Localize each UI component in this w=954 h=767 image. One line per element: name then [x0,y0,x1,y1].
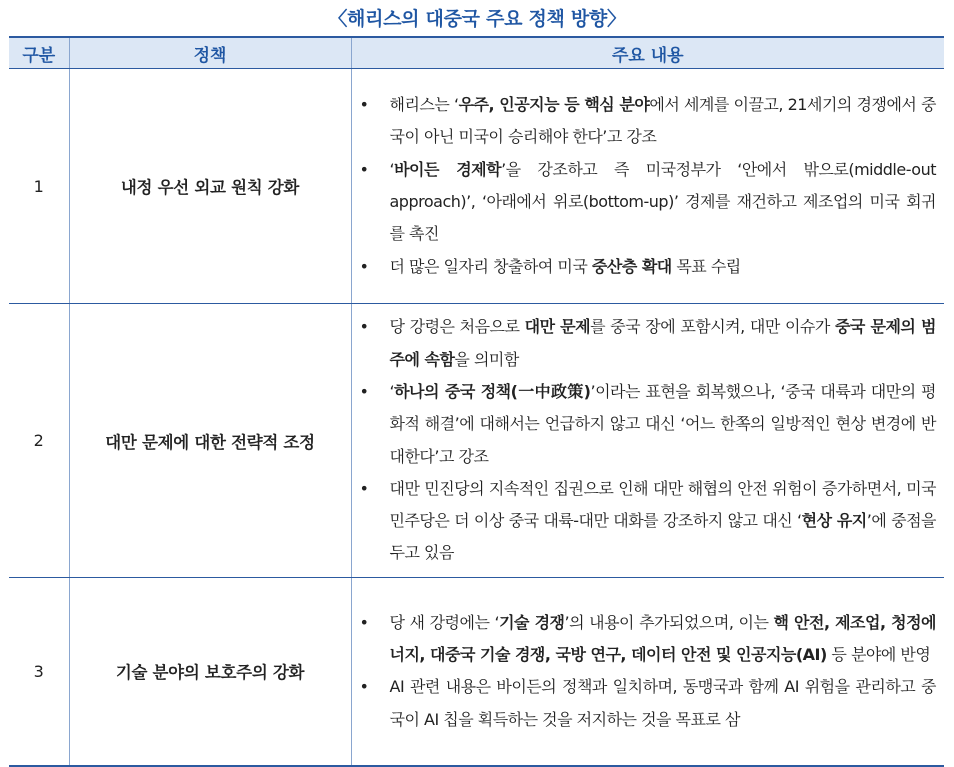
bullet-item [352,154,937,251]
bold-text: 핵 안전, 제조업, 청정에너지, 대중국 기술 경쟁, 국방 연구, 데이터 안전 및 인공지능(AI) [389,612,936,664]
bullet-list [352,306,945,574]
bold-text: 우주, 인공지능 등 핵심 분야 [458,95,650,115]
bold-text: 현상 유지 [801,511,867,531]
text-run: AI 관련 내용은 바이든의 정책과 일치하며, 동맹국과 함께 AI 위험을 관리하고 중국이 AI 칩을 획득하는 것을 저지하는 것을 목표로 삼 [389,677,936,729]
bullet-item [352,251,937,283]
bullet-list [352,602,945,741]
text-run: 대만 민진당의 지속적인 집권으로 인해 대만 해협의 안전 위험이 증가하면서, 미국 민주당은 더 이상 중국 대륙-대만 대화를 강조하지 않고 대신 ‘ [389,478,936,531]
text-run: 등 분야에 반영 [826,644,931,664]
text-run: ’의 내용이 추가되었으며, 이는 [564,612,774,632]
table-header-row [9,37,944,69]
text-run: 당 새 강령에는 ‘ [389,612,500,632]
bullet-item [352,473,937,570]
policy-name: 기술 분야의 보호주의 강화 [69,578,351,766]
text-run: 을 의미함 [454,349,519,369]
table-row [9,304,944,578]
bullet-item [352,311,937,376]
header-category: 구분 [9,37,69,69]
text-run: 목표 수립 [671,256,741,276]
content-cell [351,578,944,766]
header-policy: 정책 [69,37,351,69]
text-run: ’을 강조하고 즉 미국정부가 ‘안에서 밖으로(middle-out approach)’, ‘아래에서 위로(bottom-up)’ 경제를 재건하고 제조업의 미국 회귀를 촉진 [389,159,936,244]
bold-text: 바이든 경제학 [394,159,502,179]
bullet-list [352,84,945,288]
row-number: 2 [9,304,69,578]
text-run: 해리스는 ‘ [389,95,459,115]
row-number: 1 [9,69,69,304]
text-run: 당 강령은 처음으로 [389,317,525,337]
bold-text: 중국 문제의 범주에 속함 [389,317,936,369]
text-run: ‘ [389,381,395,401]
header-main-content: 주요 내용 [351,37,944,69]
row-number: 3 [9,578,69,766]
text-run: ’에 중점을 두고 있음 [389,511,936,563]
bullet-item [352,89,937,154]
bullet-item [352,376,937,473]
content-cell [351,304,944,578]
table-row [9,578,944,766]
policy-name: 대만 문제에 대한 전략적 조정 [69,304,351,578]
bold-text: 대만 문제 [524,317,591,337]
document-title: 〈해리스의 대중국 주요 정책 방향〉 [328,8,626,30]
text-run: ‘ [389,159,395,179]
policy-table [9,36,944,767]
bold-text: 하나의 중국 정책(一中政策) [394,381,591,401]
bullet-item [352,607,937,672]
table-row [9,69,944,304]
text-run: ’이라는 표현을 회복했으나, ‘중국 대륙과 대만의 평화적 해결’에 대해서는 언급하지 않고 대신 ‘어느 한쪽의 일방적인 현상 변경에 반대한다’고 강조 [389,381,936,466]
bullet-item [352,671,937,736]
text-run: 를 중국 장에 포함시켜, 대만 이슈가 [590,317,835,337]
content-cell [351,69,944,304]
text-run: 에서 세계를 이끌고, 21세기의 경쟁에서 중국이 아닌 미국이 승리해야 한다’고 강조 [389,95,936,147]
policy-name: 내정 우선 외교 원칙 강화 [69,69,351,304]
bold-text: 중산층 확대 [591,256,672,276]
text-run: 더 많은 일자리 창출하여 미국 [389,256,592,276]
bold-text: 기술 경쟁 [499,612,565,632]
